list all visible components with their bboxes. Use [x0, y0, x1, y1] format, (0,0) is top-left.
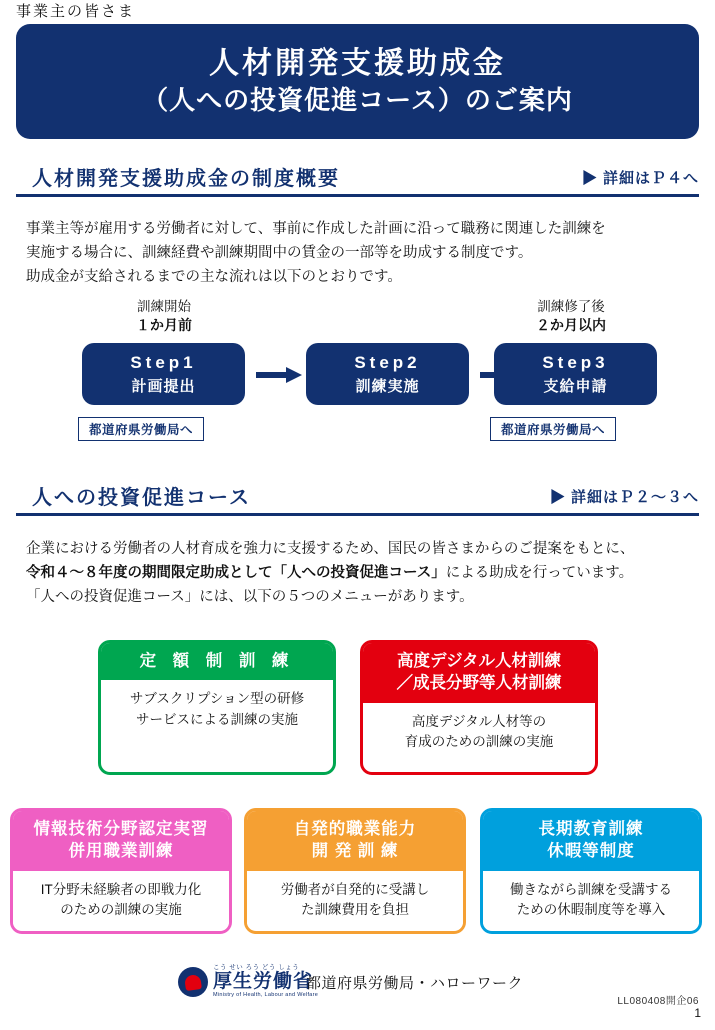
menu-card-1-head — [101, 643, 333, 680]
flow-step-1-subtitle: 計画提出 — [131, 377, 196, 395]
section1-page-link[interactable]: ▶ 詳細はＰ４へ — [581, 170, 699, 187]
flow-label-right — [486, 298, 656, 335]
audience-heading: 事業主の皆さま — [16, 3, 136, 20]
menu-card-4-head — [247, 811, 463, 871]
menu-card-4-head-line2: 開 発 訓 練 — [311, 842, 399, 861]
menu-card-5-head — [483, 811, 699, 871]
section2-paragraph — [26, 538, 696, 610]
menu-card-1-body-line2: サービスによる訓練の実施 — [136, 711, 298, 727]
menu-card-5-body-line1: 働きながら訓練を受講する — [510, 881, 672, 897]
process-flow-diagram — [16, 298, 699, 458]
flow-label-left — [79, 298, 249, 335]
section1-paragraph — [26, 218, 696, 290]
footer-organizations: 都道府県労働局・ハローワーク — [306, 975, 524, 992]
menu-card-5-head-line2: 休暇等制度 — [547, 842, 635, 861]
main-title-line2: （人への投資促進コース）のご案内 — [142, 84, 573, 115]
menu-card-2-body-line2: 育成のための訓練の実施 — [404, 733, 554, 749]
section1-paragraph-line1: 事業主等が雇用する労働者に対して、事前に作成した計画に沿って職務に関連した訓練を — [26, 221, 606, 237]
flow-label-left-line2: １か月前 — [136, 317, 192, 334]
section2-paragraph-line1: 企業における労働者の人材育成を強力に支援するため、国民の皆さまからのご提案をもとに、 — [26, 541, 635, 557]
section2-title: 人への投資促進コース — [32, 487, 251, 509]
flow-step-1-note: 都道府県労働局へ — [78, 417, 204, 441]
menu-card-4-body — [247, 871, 463, 931]
menu-card-5-body-line2: ための休暇制度等を導入 — [516, 901, 666, 917]
flow-step-1-title: Step1 — [130, 352, 197, 372]
menu-card-4-body-line1: 労働者が自発的に受講し — [280, 881, 430, 897]
section-heading-overview — [16, 162, 699, 197]
flow-arrow-1-icon — [256, 367, 302, 383]
flow-step-3-subtitle: 支給申請 — [543, 377, 608, 395]
menu-card-2-head-line1: 高度デジタル人材訓練 — [396, 652, 561, 670]
section1-paragraph-line2: 実施する場合に、訓練経費や訓練期間中の賃金の一部等を助成する制度です。 — [26, 244, 533, 261]
flow-step-3-title: Step3 — [542, 352, 609, 372]
flow-step-2-subtitle: 訓練実施 — [355, 377, 420, 395]
flow-step-2-title: Step2 — [354, 352, 421, 372]
flow-label-left-line1: 訓練開始 — [137, 299, 191, 314]
section1-title: 人材開発支援助成金の制度概要 — [32, 168, 340, 190]
menu-card-self-development-training — [244, 808, 466, 934]
menu-card-it-practical-training — [10, 808, 232, 934]
ministry-logo — [178, 965, 318, 999]
flow-step-3-note: 都道府県労働局へ — [490, 417, 616, 441]
main-title-line1: 人材開発支援助成金 — [209, 47, 506, 81]
flow-label-right-line1: 訓練修了後 — [537, 299, 605, 314]
menu-card-2-head-line2: ／成長分野等人材訓練 — [396, 674, 562, 693]
page-footer — [0, 960, 715, 1030]
menu-card-3-body-line1: IT分野未経験者の即戦力化 — [40, 881, 202, 897]
ministry-name: 厚生労働省 — [213, 970, 314, 992]
section2-paragraph-line2-rest: による助成を行っています。 — [445, 564, 634, 581]
section2-paragraph-line2 — [26, 562, 696, 586]
flow-label-right-line2: ２か月以内 — [536, 317, 606, 334]
section1-paragraph-line3: 助成金が支給されるまでの主な流れは以下のとおりです。 — [26, 268, 402, 285]
menu-card-long-term-leave-system — [480, 808, 702, 934]
menu-card-4-body-line2: た訓練費用を負担 — [301, 901, 409, 917]
menu-card-3-body — [13, 871, 229, 931]
menu-card-5-head-line1: 長期教育訓練 — [538, 820, 644, 838]
menu-card-1-body-line1: サブスクリプション型の研修 — [129, 691, 305, 707]
menu-card-3-body-line2: のための訓練の実施 — [60, 901, 182, 917]
mhlw-emblem-icon — [178, 967, 208, 997]
menu-card-1-body — [101, 680, 333, 740]
menu-card-2-body — [363, 703, 595, 763]
menu-card-advanced-digital-training — [360, 640, 598, 775]
section-heading-course — [16, 481, 699, 516]
ministry-logo-text — [213, 965, 318, 999]
main-title-banner — [16, 24, 699, 139]
menu-card-4-head-line1: 自発的職業能力 — [293, 820, 417, 838]
menu-card-fixed-amount-training — [98, 640, 336, 775]
menu-card-3-head — [13, 811, 229, 871]
document-code: LL080408開企06 — [617, 996, 699, 1007]
menu-card-1-head-line1: 定 額 制 訓 練 — [139, 652, 295, 670]
menu-card-3-head-line2: 併用職業訓練 — [68, 842, 174, 861]
menu-card-2-body-line1: 高度デジタル人材等の — [411, 713, 547, 729]
section2-page-link[interactable]: ▶ 詳細はＰ２～３へ — [549, 489, 699, 506]
menu-card-5-body — [483, 871, 699, 931]
flow-step-3 — [494, 343, 657, 405]
section2-paragraph-line2-bold: 令和４～８年度の期間限定助成として「人への投資促進コース」 — [26, 564, 446, 581]
ministry-name-en: Ministry of Health, Labour and Welfare — [213, 992, 319, 999]
section2-paragraph-line3: 「人への投資促進コース」には、以下の５つのメニューがあります。 — [26, 588, 474, 605]
flow-step-1 — [82, 343, 245, 405]
flow-step-2 — [306, 343, 469, 405]
page-number: 1 — [694, 1006, 701, 1020]
menu-card-3-head-line1: 情報技術分野認定実習 — [33, 820, 209, 838]
ministry-ruby: こう せい ろう どう しょう — [213, 964, 300, 971]
menu-card-2-head — [363, 643, 595, 703]
